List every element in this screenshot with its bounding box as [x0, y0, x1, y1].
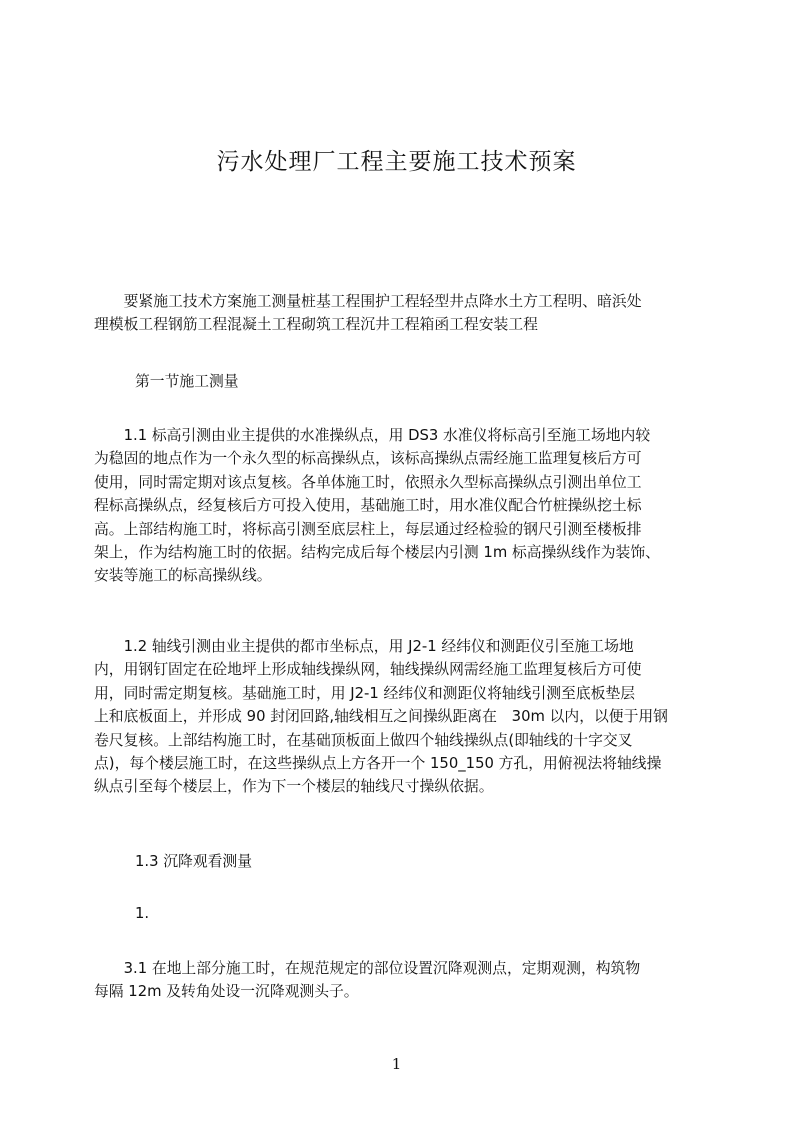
text-line: 3.1 在地上部分施工时，在规范规定的部位设置沉降观测点，定期观测，构筑物	[94, 960, 641, 977]
text-line: 纵点引至每个楼层上，作为下一个楼层的轴线尺寸操纵依据。	[94, 778, 494, 796]
paragraph-1-2	[94, 635, 698, 799]
paragraph-1-1	[94, 424, 698, 588]
section-heading: 第一节施工测量	[135, 373, 239, 390]
text-line: 上和底板面上，并形成 90 封闭回路,轴线相互之间操纵距离在 30m 以内，以便于用钢	[94, 708, 668, 726]
list-item-number: 1.	[135, 905, 150, 922]
text-line: 内，用钢钉固定在砼地坪上形成轴线操纵网，轴线操纵网需经施工监理复核后方可使	[94, 661, 642, 679]
text-line: 点)，每个楼层施工时，在这些操纵点上方各开一个 150_150 方孔，用俯视法将轴线操	[94, 754, 662, 772]
text-line: 卷尺复核。上部结构施工时，在基础顶板面上做四个轴线操纵点(即轴线的十字交叉	[94, 731, 633, 749]
text-line: 1.2 轴线引测由业主提供的都市坐标点，用 J2-1 经纬仪和测距仪引至施工场地	[94, 638, 634, 655]
paragraph-3-1	[94, 957, 698, 1004]
text-line: 架上，作为结构施工时的依据。结构完成后每个楼层内引测 1m 标高操纵线作为装饰、	[94, 543, 660, 561]
text-line: 高。上部结构施工时，将标高引测至底层柱上，每层通过经检验的钢尺引测至楼板排	[94, 520, 642, 538]
text-line: 理模板工程钢筋工程混凝土工程砌筑工程沉井工程箱函工程安装工程	[94, 316, 538, 334]
contents-paragraph	[94, 290, 698, 337]
text-line: 要紧施工技术方案施工测量桩基工程围护工程轻型井点降水土方工程明、暗浜处	[94, 293, 642, 310]
text-line: 程标高操纵点，经复核后方可投入使用，基础施工时，用水准仪配合竹桩操纵挖土标	[94, 497, 642, 515]
text-line: 为稳固的地点作为一个永久型的标高操纵点，该标高操纵点需经施工监理复核后方可	[94, 450, 642, 468]
text-line: 使用，同时需定期对该点复核。各单体施工时，依照永久型标高操纵点引测出单位工	[94, 473, 642, 491]
text-line: 安装等施工的标高操纵线。	[94, 567, 272, 585]
text-line: 1.1 标高引测由业主提供的水准操纵点，用 DS3 水准仪将标高引至施工场地内较	[94, 427, 651, 444]
page-number: 1	[391, 1055, 402, 1073]
document-title: 污水处理厂工程主要施工技术预案	[216, 149, 577, 175]
text-line: 用，同时需定期复核。基础施工时，用 J2-1 经纬仪和测距仪将轴线引测至底板垫层	[94, 684, 636, 702]
subsection-heading: 1.3 沉降观看测量	[135, 853, 253, 870]
text-line: 每隔 12m 及转角处设一沉降观测头子。	[94, 983, 359, 1001]
